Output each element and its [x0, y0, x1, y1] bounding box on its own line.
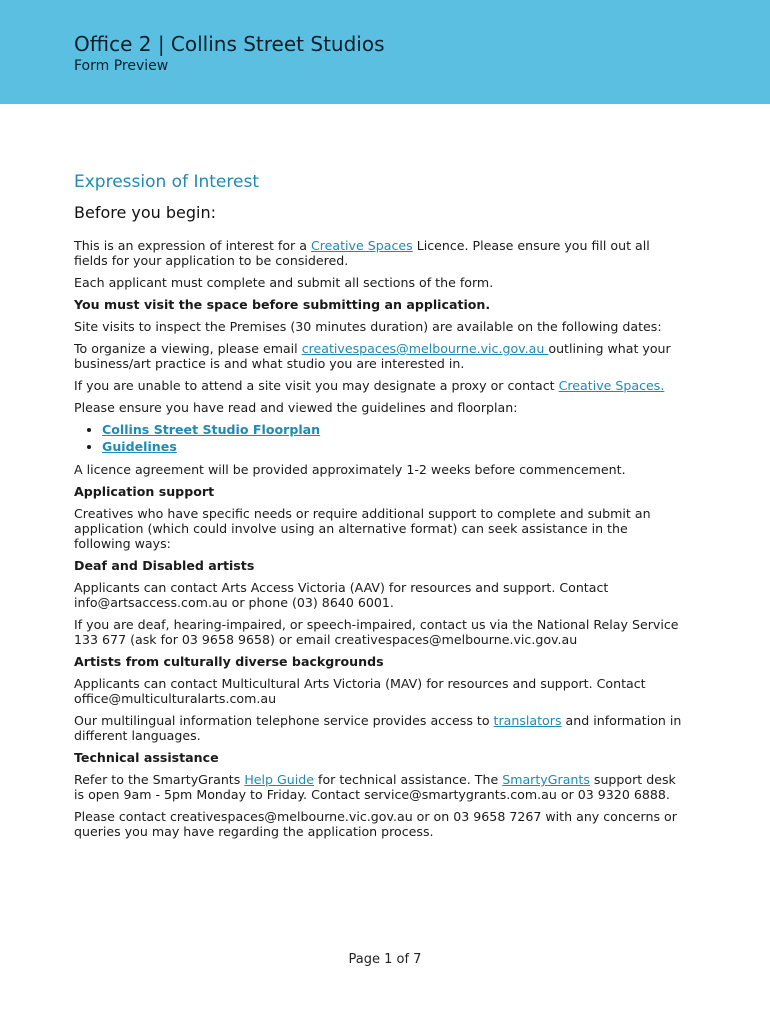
proxy-text-before: If you are unable to attend a site visit you may designate a proxy or contact — [74, 378, 559, 393]
contact-paragraph: Please contact creativespaces@melbourne.vic.gov.au or on 03 9658 7267 with any concerns or queries you may have regarding the application process. — [74, 809, 677, 839]
creative-spaces-email-link[interactable]: creativespaces@melbourne.vic.gov.au — [301, 341, 549, 356]
technical-paragraph — [74, 772, 684, 802]
intro-text-after: Licence. Please ensure you fill out all fields for your application to be considered. — [74, 238, 650, 268]
each-applicant-paragraph: Each applicant must complete and submit all sections of the form. — [74, 275, 494, 290]
page-header — [0, 0, 770, 104]
help-guide-link[interactable]: Help Guide — [244, 772, 315, 787]
technical-text-before: Refer to the SmartyGrants — [74, 772, 245, 787]
must-visit-paragraph: You must visit the space before submitting an application. — [74, 297, 491, 312]
deaf-paragraph-2: If you are deaf, hearing-impaired, or speech-impaired, contact us via the National Relay Service 133 677 (ask for 03 9658 9658) or email creativespaces@melbourne.vic.gov.au — [74, 617, 679, 647]
deaf-paragraph-1: Applicants can contact Arts Access Victoria (AAV) for resources and support. Contact info@artsaccess.com.au or phone (03) 8640 6001. — [74, 580, 609, 610]
application-support-heading: Application support — [74, 484, 215, 499]
translators-link[interactable]: translators — [493, 713, 562, 728]
smartygrants-link[interactable]: SmartyGrants — [502, 772, 590, 787]
guidelines-intro-paragraph: Please ensure you have read and viewed the guidelines and floorplan: — [74, 400, 518, 415]
list-item — [102, 422, 684, 437]
creative-spaces-link[interactable]: Creative Spaces — [310, 238, 413, 253]
creative-spaces-contact-link[interactable]: Creative Spaces. — [558, 378, 665, 393]
application-support-paragraph: Creatives who have specific needs or require additional support to complete and submit an application (which could involve using an alternative format) can seek assistance in the following ways: — [74, 506, 651, 551]
before-you-begin-heading: Before you begin: — [74, 203, 217, 222]
form-subtitle: Form Preview — [74, 58, 169, 74]
proxy-paragraph — [74, 378, 684, 393]
deaf-disabled-heading: Deaf and Disabled artists — [74, 558, 255, 573]
intro-text-before: This is an expression of interest for a — [74, 238, 311, 253]
site-visits-paragraph: Site visits to inspect the Premises (30 minutes duration) are available on the following dates: — [74, 319, 662, 334]
culturally-diverse-heading: Artists from culturally diverse backgrounds — [74, 654, 384, 669]
technical-text-after: support desk is open 9am - 5pm Monday to Friday. Contact service@smartygrants.com.au or 03 9320 6888. — [74, 772, 676, 802]
guidelines-link[interactable]: Guidelines — [102, 439, 177, 454]
organize-text-after: outlining what your business/art practice is and what studio you are interested in. — [74, 341, 671, 371]
form-content — [74, 170, 684, 846]
technical-text-middle: for technical assistance. The — [314, 772, 503, 787]
organize-text-before: To organize a viewing, please email — [74, 341, 302, 356]
form-title: Office 2 | Collins Street Studios — [74, 32, 385, 56]
intro-paragraph — [74, 238, 684, 268]
page-number: Page 1 of 7 — [348, 952, 422, 967]
organize-paragraph — [74, 341, 684, 371]
documents-list — [74, 422, 684, 454]
section-heading: Expression of Interest — [74, 172, 259, 192]
multilingual-text-before: Our multilingual information telephone service provides access to — [74, 713, 494, 728]
floorplan-link[interactable]: Collins Street Studio Floorplan — [102, 422, 321, 437]
multilingual-text-after: and information in different languages. — [74, 713, 682, 743]
list-item — [102, 439, 684, 454]
technical-assistance-heading: Technical assistance — [74, 750, 219, 765]
licence-agreement-paragraph: A licence agreement will be provided approximately 1-2 weeks before commencement. — [74, 462, 626, 477]
multilingual-paragraph — [74, 713, 684, 743]
culturally-diverse-paragraph: Applicants can contact Multicultural Arts Victoria (MAV) for resources and support. Contact office@multiculturalarts.com.au — [74, 676, 646, 706]
